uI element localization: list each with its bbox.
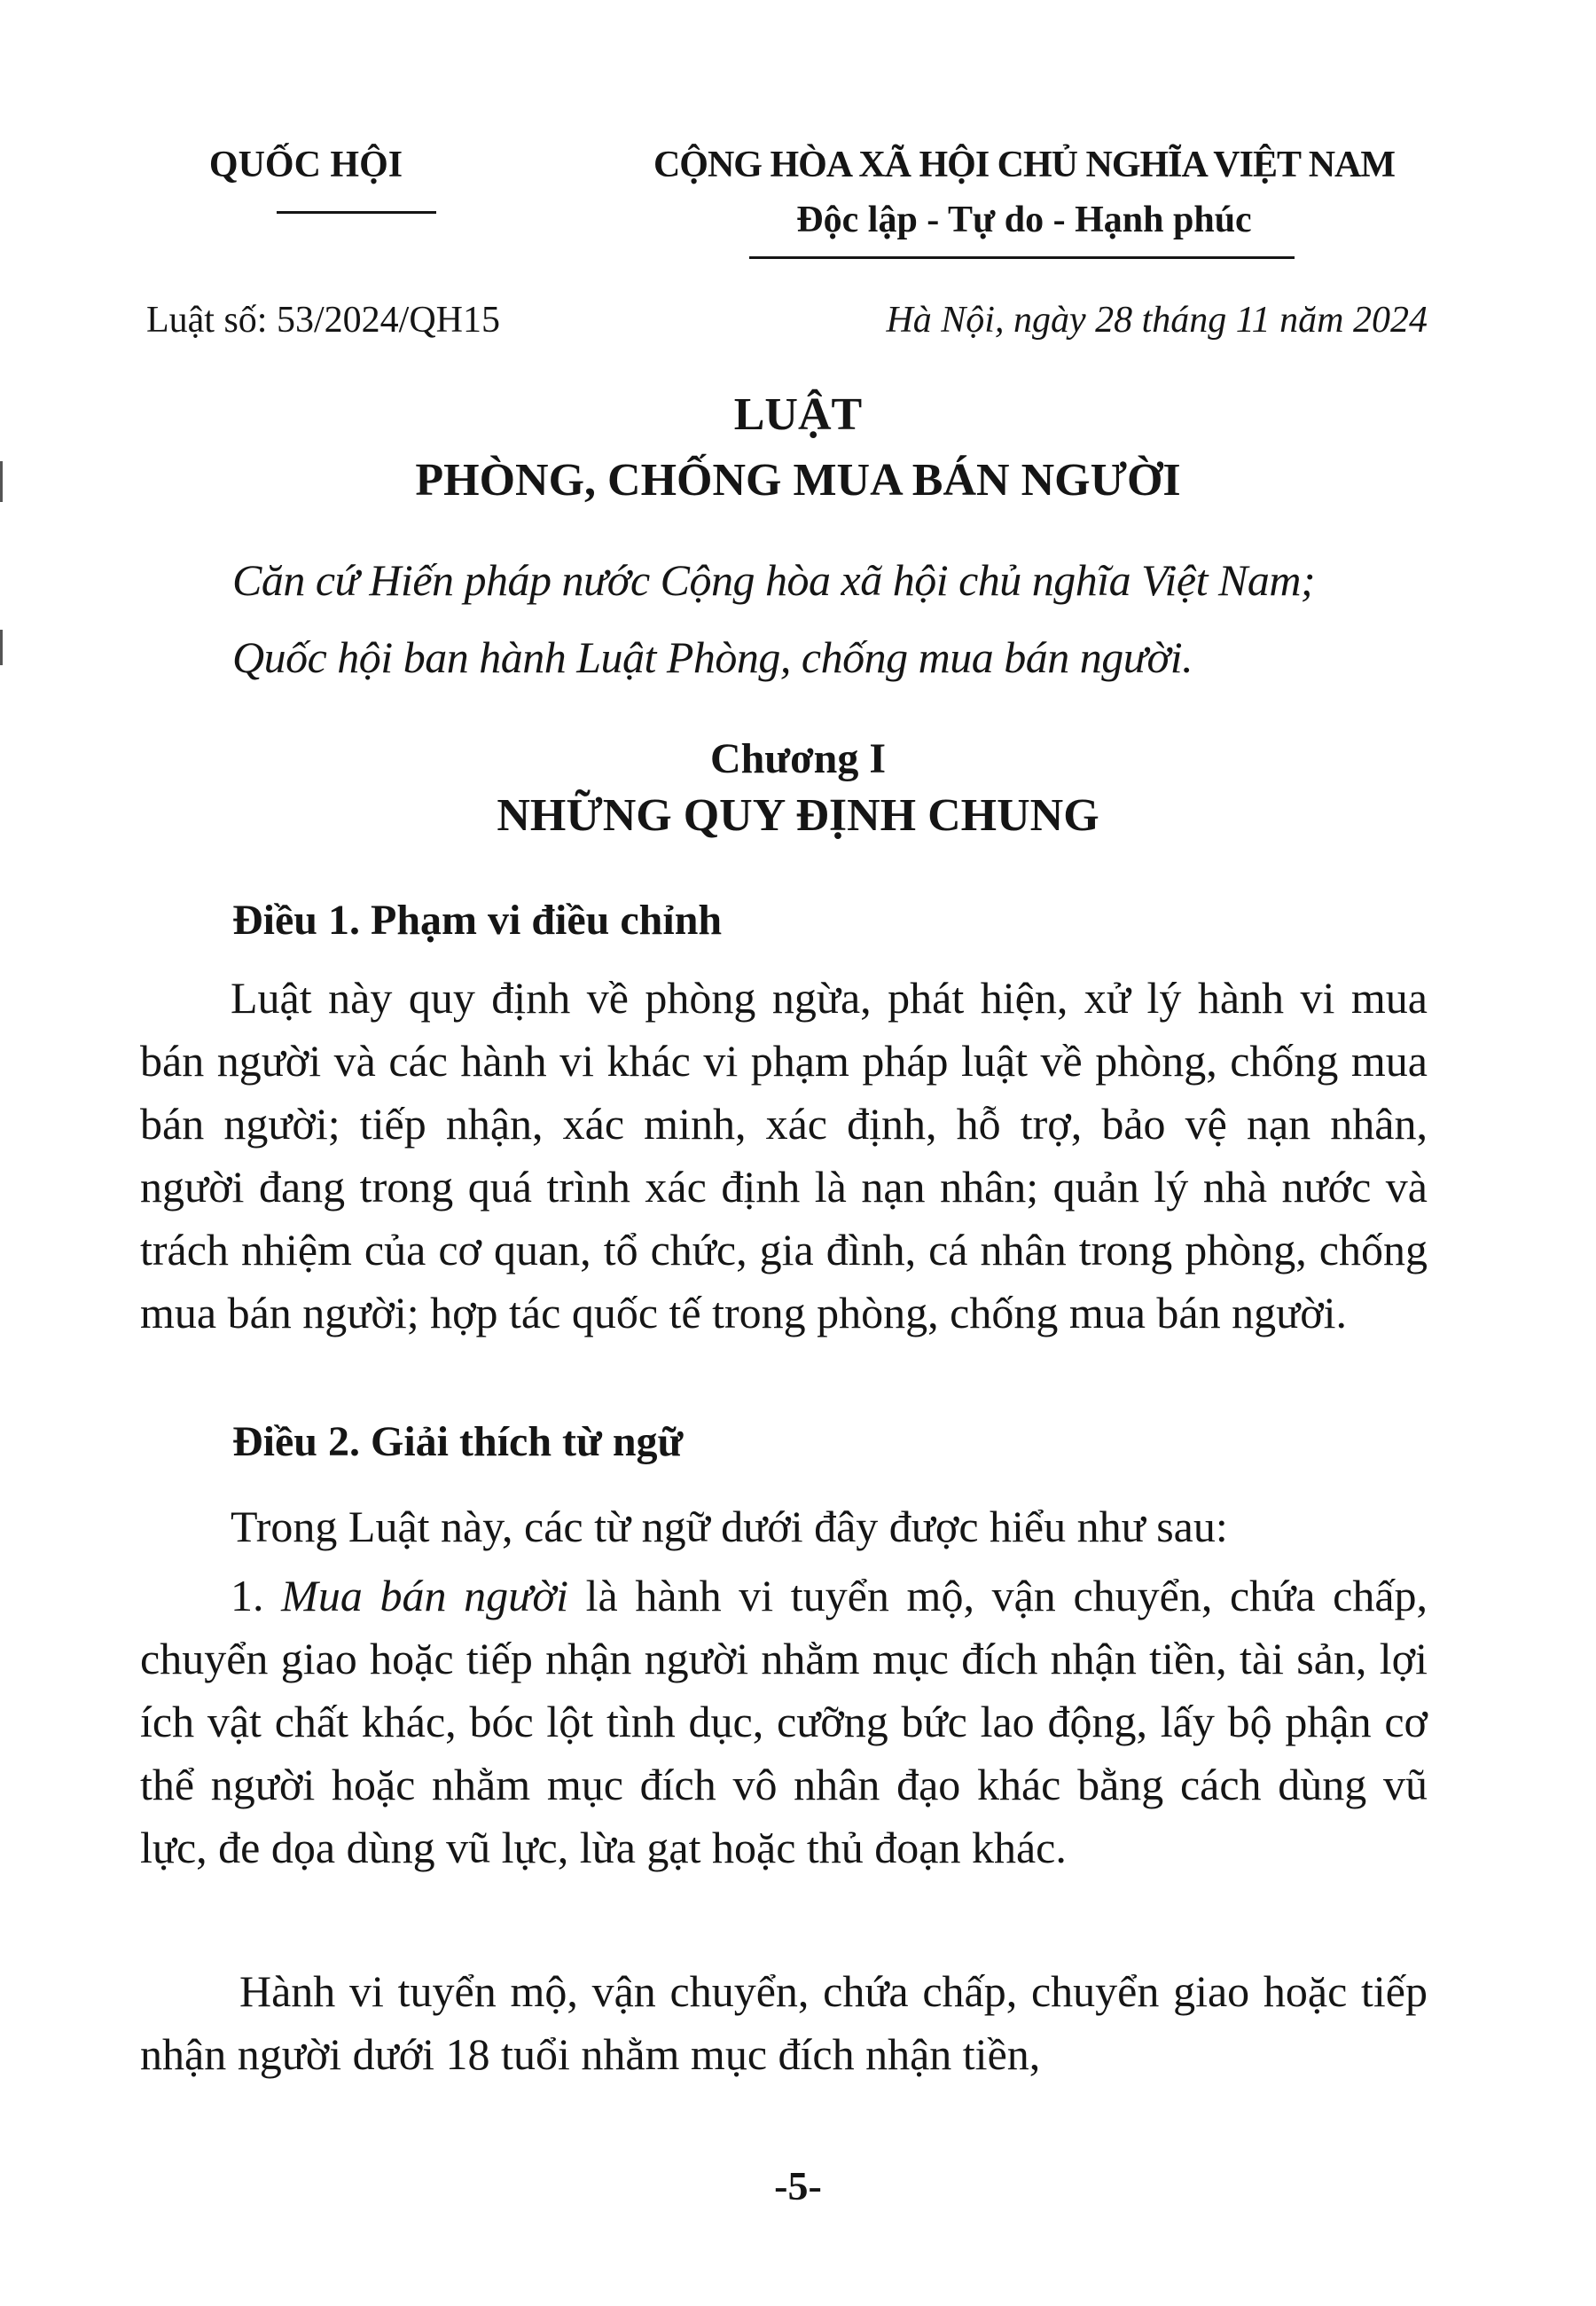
document-type-title: LUẬT: [733, 389, 863, 440]
item-1-definition: là hành vi tuyển mộ, vận chuyển, chứa chấp, chuyển giao hoặc tiếp nhận người nhằm mục đích nhận tiền, tài sản, lợi ích vật chất khác, bóc lột tình dục, cưỡng bức lao động, lấy bộ phận cơ thể người hoặc nhằm mục đích vô nhân đạo khác bằng cách dùng vũ lực, đe dọa dùng vũ lực, lừa gạt hoặc thủ đoạn khác.: [140, 1571, 1428, 1872]
legal-basis-line: Căn cứ Hiến pháp nước Cộng hòa xã hội chủ nghĩa Việt Nam;: [232, 555, 1316, 605]
chapter-number: Chương I: [709, 735, 887, 782]
national-motto: Độc lập - Tự do - Hạnh phúc: [796, 200, 1252, 240]
article-1-body: Luật này quy định về phòng ngừa, phát hiện, xử lý hành vi mua bán người và các hành vi khác vi phạm pháp luật về phòng, chống mua bán người; tiếp nhận, xác minh, xác định, hỗ trợ, bảo vệ nạn nhân, người đang trong quá trình xác định là nạn nhân; quản lý nhà nước và trách nhiệm của cơ quan, tổ chức, gia đình, cá nhân trong phòng, chống mua bán người; hợp tác quốc tế trong phòng, chống mua bán người.: [140, 973, 1428, 1337]
chapter-name: NHỮNG QUY ĐỊNH CHUNG: [497, 790, 1099, 841]
article-2-item-1-continuation: Hành vi tuyển mộ, vận chuyển, chứa chấp, chuyển giao hoặc tiếp nhận người dưới 18 tuổi nhằm mục đích nhận tiền,: [140, 1966, 1428, 2079]
page-number: -5-: [774, 2163, 822, 2208]
item-1-number: 1.: [231, 1571, 282, 1620]
place-and-date: Hà Nội, ngày 28 tháng 11 năm 2024: [886, 300, 1428, 341]
law-number: Luật số: 53/2024/QH15: [146, 300, 500, 341]
article-1-heading: Điều 1. Phạm vi điều chỉnh: [232, 897, 723, 944]
issuing-organization: QUỐC HỘI: [208, 145, 403, 185]
law-name-title: PHÒNG, CHỐNG MUA BÁN NGƯỜI: [415, 455, 1181, 506]
article-2-heading: Điều 2. Giải thích từ ngữ: [232, 1418, 684, 1465]
motto-underline: [749, 256, 1295, 259]
article-2-intro: Trong Luật này, các từ ngữ dưới đây được hiểu như sau:: [231, 1502, 1228, 1551]
scan-edge-mark: [0, 630, 3, 665]
organization-underline: [277, 211, 436, 214]
promulgation-line: Quốc hội ban hành Luật Phòng, chống mua bán người.: [232, 632, 1193, 682]
national-title: CỘNG HÒA XÃ HỘI CHỦ NGHĨA VIỆT NAM: [653, 145, 1396, 185]
scan-edge-mark: [0, 461, 3, 502]
item-1-term: Mua bán người: [281, 1571, 568, 1620]
article-2-item-1: [140, 1565, 1428, 1879]
